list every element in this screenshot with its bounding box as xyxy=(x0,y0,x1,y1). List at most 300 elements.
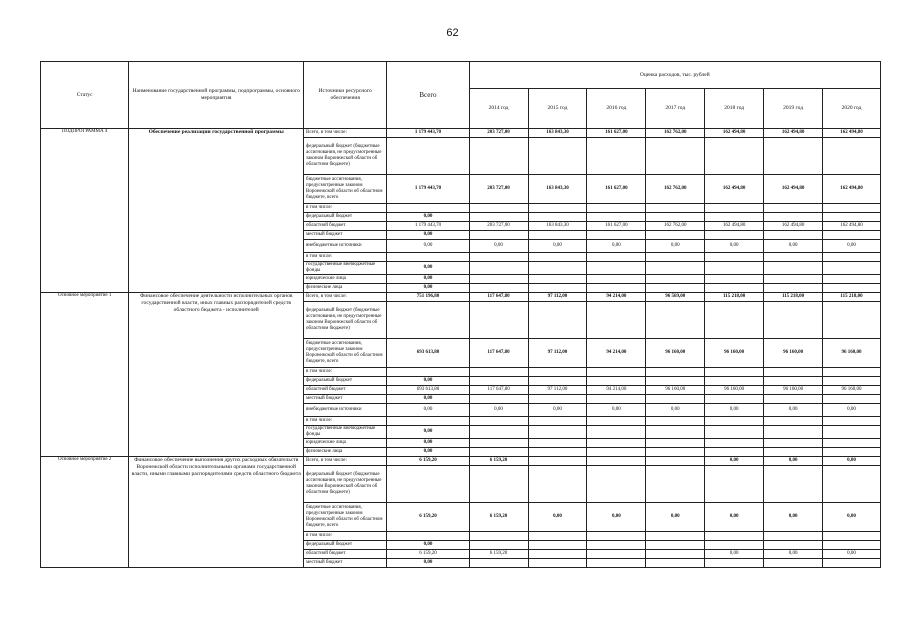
year-value: 0,00 xyxy=(764,404,823,417)
year-value xyxy=(587,457,646,466)
year-value: 163 843,30 xyxy=(528,175,587,204)
year-value xyxy=(469,284,528,293)
year-value: 97 112,00 xyxy=(528,339,587,368)
total-value: 0,00 xyxy=(387,541,469,550)
year-value xyxy=(823,138,881,175)
funding-source: федеральный бюджет xyxy=(304,213,387,222)
year-value xyxy=(764,466,823,503)
year-value xyxy=(764,541,823,550)
funding-source: федеральный бюджет xyxy=(304,541,387,550)
year-value xyxy=(823,439,881,448)
year-value xyxy=(646,550,705,559)
year-value xyxy=(587,275,646,284)
year-value: 0,00 xyxy=(823,457,881,466)
year-value xyxy=(528,204,587,213)
table-body xyxy=(41,129,881,568)
total-value: 0,00 xyxy=(387,439,469,448)
year-value xyxy=(528,457,587,466)
year-value xyxy=(528,448,587,457)
funding-source: государственные внебюджетные фонды xyxy=(304,426,387,439)
year-value xyxy=(823,541,881,550)
year-value: 96 160,00 xyxy=(823,339,881,368)
funding-source: местный бюджет xyxy=(304,395,387,404)
total-value: 1 179 443,70 xyxy=(387,222,469,231)
year-value xyxy=(705,466,764,503)
year-value xyxy=(469,395,528,404)
year-value xyxy=(528,532,587,541)
total-value: 693 613,80 xyxy=(387,339,469,368)
header-total: Всего xyxy=(387,62,469,129)
total-value xyxy=(387,532,469,541)
year-value xyxy=(646,395,705,404)
year-value xyxy=(705,439,764,448)
funding-source: бюджетные ассигнования, предусмотренные законом Воронежской области об областном бюджете, всего xyxy=(304,339,387,368)
year-value xyxy=(587,559,646,568)
year-value xyxy=(469,204,528,213)
funding-source: внебюджетные источники xyxy=(304,404,387,417)
year-value xyxy=(823,448,881,457)
header-year: 2020 год xyxy=(823,89,881,129)
year-value xyxy=(823,559,881,568)
year-value xyxy=(705,231,764,240)
year-value xyxy=(764,439,823,448)
year-value: 162 762,00 xyxy=(646,175,705,204)
total-value: 0,00 xyxy=(387,448,469,457)
header-year: 2017 год xyxy=(646,89,705,129)
year-value: 96 160,00 xyxy=(646,386,705,395)
year-value xyxy=(823,262,881,275)
funding-source: местный бюджет xyxy=(304,559,387,568)
table-row xyxy=(41,129,881,138)
year-value xyxy=(646,302,705,339)
year-value: 162 494,80 xyxy=(823,129,881,138)
year-value: 0,00 xyxy=(705,457,764,466)
total-value: 751 196,80 xyxy=(387,293,469,302)
year-value xyxy=(469,426,528,439)
year-value: 161 627,00 xyxy=(587,222,646,231)
year-value xyxy=(764,377,823,386)
year-value xyxy=(705,213,764,222)
year-value xyxy=(646,284,705,293)
year-value: 0,00 xyxy=(705,240,764,253)
year-value: 0,00 xyxy=(469,240,528,253)
year-value xyxy=(705,204,764,213)
year-value: 6 159,20 xyxy=(469,457,528,466)
funding-source: областной бюджет xyxy=(304,550,387,559)
year-value xyxy=(764,426,823,439)
year-value xyxy=(705,417,764,426)
total-value: 6 159,20 xyxy=(387,550,469,559)
year-value xyxy=(587,284,646,293)
year-value: 96 160,00 xyxy=(823,386,881,395)
year-value: 162 494,80 xyxy=(823,222,881,231)
year-value: 203 727,00 xyxy=(469,175,528,204)
year-value xyxy=(764,559,823,568)
year-value xyxy=(528,231,587,240)
year-value xyxy=(587,541,646,550)
table-row xyxy=(41,293,881,302)
total-value: 0,00 xyxy=(387,262,469,275)
total-value: 0,00 xyxy=(387,231,469,240)
year-value xyxy=(587,466,646,503)
year-value xyxy=(587,213,646,222)
year-value: 115 218,00 xyxy=(705,293,764,302)
table-row xyxy=(41,457,881,466)
year-value: 0,00 xyxy=(764,240,823,253)
funding-source: в том числе: xyxy=(304,368,387,377)
year-value xyxy=(823,284,881,293)
year-value xyxy=(528,466,587,503)
year-value xyxy=(469,138,528,175)
year-value: 96 160,00 xyxy=(705,339,764,368)
year-value xyxy=(587,368,646,377)
year-value xyxy=(705,377,764,386)
year-value xyxy=(469,448,528,457)
year-value: 162 494,80 xyxy=(764,222,823,231)
year-value: 6 159,20 xyxy=(469,550,528,559)
year-value: 96 160,00 xyxy=(705,386,764,395)
year-value xyxy=(764,368,823,377)
year-value xyxy=(646,439,705,448)
year-value xyxy=(646,253,705,262)
total-value xyxy=(387,466,469,503)
year-value xyxy=(646,466,705,503)
year-value xyxy=(528,377,587,386)
total-value: 0,00 xyxy=(387,284,469,293)
year-value xyxy=(764,417,823,426)
year-value: 0,00 xyxy=(705,550,764,559)
year-value xyxy=(823,213,881,222)
year-value xyxy=(587,532,646,541)
total-value: 1 179 443,70 xyxy=(387,175,469,204)
year-value: 0,00 xyxy=(823,550,881,559)
year-value xyxy=(587,138,646,175)
year-value: 0,00 xyxy=(646,503,705,532)
total-value xyxy=(387,368,469,377)
year-value xyxy=(823,231,881,240)
year-value: 117 647,80 xyxy=(469,293,528,302)
year-value xyxy=(823,426,881,439)
year-value: 0,00 xyxy=(764,503,823,532)
year-value xyxy=(705,262,764,275)
funding-source: федеральный бюджет xyxy=(304,377,387,386)
year-value: 96 160,00 xyxy=(764,339,823,368)
year-value xyxy=(528,213,587,222)
funding-source: Всего, в том числе: xyxy=(304,129,387,138)
header-estimate: Оценка расходов, тыс. рублей xyxy=(469,62,880,89)
total-value xyxy=(387,302,469,339)
year-value xyxy=(764,284,823,293)
year-value: 0,00 xyxy=(705,404,764,417)
year-value xyxy=(646,541,705,550)
year-value xyxy=(469,532,528,541)
year-value: 115 218,00 xyxy=(764,293,823,302)
year-value xyxy=(764,204,823,213)
year-value: 97 112,00 xyxy=(528,293,587,302)
year-value: 0,00 xyxy=(705,503,764,532)
header-year: 2019 год xyxy=(764,89,823,129)
year-value: 0,00 xyxy=(587,240,646,253)
year-value: 162 762,00 xyxy=(646,222,705,231)
year-value xyxy=(528,559,587,568)
year-value xyxy=(646,417,705,426)
funding-source: государственные внебюджетные фонды xyxy=(304,262,387,275)
year-value xyxy=(587,395,646,404)
year-value: 203 727,00 xyxy=(469,129,528,138)
year-value xyxy=(823,302,881,339)
year-value xyxy=(528,138,587,175)
year-value xyxy=(587,550,646,559)
year-value: 94 214,00 xyxy=(587,386,646,395)
year-value xyxy=(705,302,764,339)
year-value xyxy=(528,541,587,550)
section-name: Обеспечение реализации государственной программы xyxy=(129,129,304,293)
year-value xyxy=(646,559,705,568)
year-value xyxy=(528,275,587,284)
year-value xyxy=(764,302,823,339)
year-value xyxy=(705,138,764,175)
year-value xyxy=(764,138,823,175)
year-value: 0,00 xyxy=(764,457,823,466)
year-value xyxy=(469,417,528,426)
year-value xyxy=(469,253,528,262)
year-value xyxy=(823,275,881,284)
year-value xyxy=(469,275,528,284)
header-name: Наименование государственной программы, подпрограммы, основного мероприятия xyxy=(129,62,304,129)
year-value xyxy=(705,395,764,404)
year-value xyxy=(528,284,587,293)
year-value xyxy=(823,377,881,386)
year-value xyxy=(705,284,764,293)
funding-source: физические лица xyxy=(304,448,387,457)
funding-source: в том числе: xyxy=(304,204,387,213)
year-value: 117 647,80 xyxy=(469,386,528,395)
year-value xyxy=(587,302,646,339)
year-value xyxy=(646,457,705,466)
total-value: 0,00 xyxy=(387,377,469,386)
year-value xyxy=(764,262,823,275)
funding-source: в том числе: xyxy=(304,253,387,262)
year-value: 161 627,00 xyxy=(587,175,646,204)
total-value: 693 613,80 xyxy=(387,386,469,395)
year-value: 94 214,00 xyxy=(587,293,646,302)
year-value xyxy=(705,448,764,457)
year-value xyxy=(764,275,823,284)
year-value xyxy=(764,253,823,262)
year-value: 115 218,00 xyxy=(823,293,881,302)
year-value: 0,00 xyxy=(587,503,646,532)
year-value xyxy=(823,368,881,377)
year-value: 96 160,00 xyxy=(764,386,823,395)
funding-source: федеральный бюджет (бюджетные ассигнования, не предусмотренные законом Воронежской области об областном бюджете) xyxy=(304,138,387,175)
year-value xyxy=(646,377,705,386)
year-value: 161 627,00 xyxy=(587,129,646,138)
section-name: Финансовое обеспечение деятельности исполнительных органов государственной власти, иных главных распорядителей средств областного бюджета - исполнителей xyxy=(129,293,304,457)
funding-source: Всего, в том числе: xyxy=(304,457,387,466)
total-value: 6 159,20 xyxy=(387,503,469,532)
year-value xyxy=(469,368,528,377)
section-name: Финансовое обеспечение выполнения других расходных обязательств Воронежской области исполнительными органами государственной власти, иными главными распорядителями средств областного бюджета xyxy=(129,457,304,568)
year-value xyxy=(823,532,881,541)
year-value xyxy=(823,417,881,426)
funding-source: бюджетные ассигнования, предусмотренные законом Воронежской области об областном бюджете, всего xyxy=(304,175,387,204)
year-value: 163 843,30 xyxy=(528,129,587,138)
year-value xyxy=(587,204,646,213)
year-value xyxy=(587,417,646,426)
year-value: 203 727,00 xyxy=(469,222,528,231)
year-value: 162 494,80 xyxy=(764,129,823,138)
funding-source: местный бюджет xyxy=(304,231,387,240)
budget-table xyxy=(40,61,881,568)
year-value: 97 112,00 xyxy=(528,386,587,395)
year-value xyxy=(646,262,705,275)
year-value xyxy=(587,253,646,262)
year-value xyxy=(587,231,646,240)
year-value xyxy=(587,426,646,439)
total-value xyxy=(387,138,469,175)
year-value: 162 494,80 xyxy=(705,129,764,138)
year-value xyxy=(646,368,705,377)
year-value xyxy=(587,448,646,457)
funding-source: Всего, в том числе: xyxy=(304,293,387,302)
header-year: 2016 год xyxy=(587,89,646,129)
total-value xyxy=(387,204,469,213)
year-value: 0,00 xyxy=(469,404,528,417)
total-value: 6 159,20 xyxy=(387,457,469,466)
total-value: 0,00 xyxy=(387,426,469,439)
year-value xyxy=(705,275,764,284)
year-value xyxy=(469,559,528,568)
funding-source: внебюджетные источники xyxy=(304,240,387,253)
header-source: Источники ресурсного обеспечения xyxy=(304,62,387,129)
year-value xyxy=(646,426,705,439)
year-value xyxy=(528,262,587,275)
year-value xyxy=(528,426,587,439)
funding-source: в том числе: xyxy=(304,417,387,426)
year-value: 162 762,00 xyxy=(646,129,705,138)
total-value: 1 179 443,70 xyxy=(387,129,469,138)
header-status: Статус xyxy=(41,62,129,129)
year-value xyxy=(823,253,881,262)
year-value xyxy=(646,138,705,175)
year-value: 6 159,20 xyxy=(469,503,528,532)
total-value: 0,00 xyxy=(387,240,469,253)
year-value xyxy=(764,395,823,404)
year-value xyxy=(587,439,646,448)
year-value xyxy=(705,368,764,377)
year-value: 0,00 xyxy=(764,550,823,559)
year-value: 0,00 xyxy=(646,404,705,417)
header-year: 2015 год xyxy=(528,89,587,129)
year-value xyxy=(646,532,705,541)
year-value xyxy=(469,302,528,339)
funding-source: областной бюджет xyxy=(304,386,387,395)
year-value xyxy=(705,559,764,568)
year-value xyxy=(764,213,823,222)
section-status: Основное мероприятие 2 xyxy=(41,457,129,568)
year-value xyxy=(705,541,764,550)
funding-source: областной бюджет xyxy=(304,222,387,231)
year-value: 162 494,80 xyxy=(705,175,764,204)
year-value: 0,00 xyxy=(528,404,587,417)
year-value xyxy=(705,426,764,439)
year-value xyxy=(646,204,705,213)
year-value xyxy=(528,417,587,426)
year-value xyxy=(587,262,646,275)
funding-source: юридические лица xyxy=(304,439,387,448)
year-value xyxy=(764,231,823,240)
year-value: 162 494,80 xyxy=(823,175,881,204)
year-value xyxy=(646,275,705,284)
year-value: 117 647,80 xyxy=(469,339,528,368)
section-status: ПОДПРОГРАММА 4 xyxy=(41,129,129,293)
funding-source: юридические лица xyxy=(304,275,387,284)
total-value: 0,00 xyxy=(387,213,469,222)
year-value xyxy=(764,448,823,457)
funding-source: физические лица xyxy=(304,284,387,293)
year-value: 0,00 xyxy=(823,503,881,532)
year-value xyxy=(469,541,528,550)
year-value: 162 494,80 xyxy=(764,175,823,204)
year-value xyxy=(528,302,587,339)
year-value xyxy=(705,532,764,541)
funding-source: бюджетные ассигнования, предусмотренные законом Воронежской области об областном бюджете, всего xyxy=(304,503,387,532)
year-value xyxy=(528,253,587,262)
funding-source: в том числе: xyxy=(304,532,387,541)
year-value xyxy=(823,466,881,503)
total-value: 0,00 xyxy=(387,559,469,568)
funding-source: федеральный бюджет (бюджетные ассигнования, не предусмотренные законом Воронежской области об областном бюджете) xyxy=(304,466,387,503)
total-value: 0,00 xyxy=(387,404,469,417)
year-value xyxy=(823,395,881,404)
year-value: 96 160,00 xyxy=(646,339,705,368)
total-value xyxy=(387,417,469,426)
year-value xyxy=(469,439,528,448)
page-number: 62 xyxy=(446,27,459,39)
year-value xyxy=(705,253,764,262)
year-value: 94 214,00 xyxy=(587,339,646,368)
year-value xyxy=(823,204,881,213)
year-value xyxy=(469,377,528,386)
year-value: 0,00 xyxy=(528,240,587,253)
year-value xyxy=(764,532,823,541)
year-value xyxy=(469,231,528,240)
year-value: 163 843,30 xyxy=(528,222,587,231)
year-value xyxy=(469,466,528,503)
year-value xyxy=(469,213,528,222)
header-year: 2014 год xyxy=(469,89,528,129)
year-value xyxy=(646,213,705,222)
total-value xyxy=(387,253,469,262)
year-value xyxy=(528,550,587,559)
total-value: 0,00 xyxy=(387,275,469,284)
year-value xyxy=(646,448,705,457)
year-value: 0,00 xyxy=(823,404,881,417)
year-value xyxy=(469,262,528,275)
year-value: 0,00 xyxy=(587,404,646,417)
year-value: 0,00 xyxy=(823,240,881,253)
year-value xyxy=(528,395,587,404)
funding-source: федеральный бюджет (бюджетные ассигнования, не предусмотренные законом Воронежской области об областном бюджете) xyxy=(304,302,387,339)
year-value: 0,00 xyxy=(528,503,587,532)
year-value xyxy=(587,377,646,386)
header-year: 2018 год xyxy=(705,89,764,129)
year-value xyxy=(528,439,587,448)
year-value: 96 569,00 xyxy=(646,293,705,302)
year-value: 162 494,80 xyxy=(705,222,764,231)
year-value: 0,00 xyxy=(646,240,705,253)
year-value xyxy=(528,368,587,377)
